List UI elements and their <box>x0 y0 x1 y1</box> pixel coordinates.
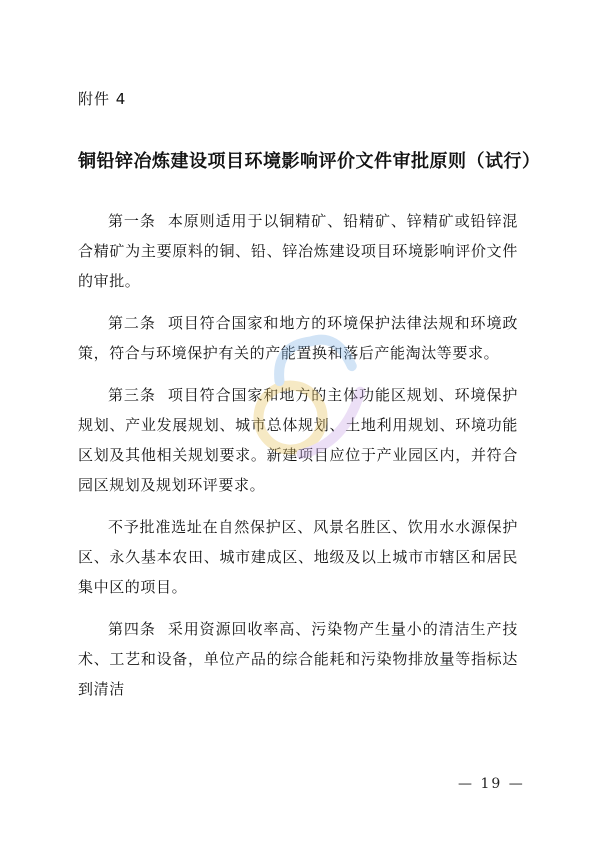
page-number: — 19 — <box>458 776 525 792</box>
article-number: 第四条 <box>108 620 156 638</box>
article-text: 项目符合国家和地方的主体功能区规划、环境保护规划、产业发展规划、城市总体规划、土地利用规划、环境功能区划及其他相关规划要求。新建项目应位于产业园区内，并符合园区规划及规划环评要求。 <box>78 386 519 494</box>
article-text: 项目符合国家和地方的环境保护法律法规和环境政策，符合与环境保护有关的产能置换和落后产能淘汰等要求。 <box>78 314 519 362</box>
article-number: 第二条 <box>108 314 156 332</box>
article-text: 不予批准选址在自然保护区、风景名胜区、饮用水水源保护区、永久基本农田、城市建成区、地级及以上城市市辖区和居民集中区的项目。 <box>78 518 518 596</box>
article-text: 采用资源回收率高、污染物产生量小的清洁生产技术、工艺和设备，单位产品的综合能耗和污染物排放量等指标达到清洁 <box>78 620 519 698</box>
paragraph-site-restriction <box>78 512 518 602</box>
attachment-label: 附件 4 <box>78 90 127 108</box>
article-number: 第一条 <box>108 212 156 230</box>
paragraph-article-1 <box>78 206 518 296</box>
article-number: 第三条 <box>108 386 156 404</box>
document-body <box>78 206 518 716</box>
paragraph-article-2 <box>78 308 518 368</box>
paragraph-article-3 <box>78 380 518 500</box>
document-title: 铜铅锌冶炼建设项目环境影响评价文件审批原则（试行） <box>78 151 541 172</box>
article-text: 本原则适用于以铜精矿、铅精矿、锌精矿或铅锌混合精矿为主要原料的铜、铅、锌冶炼建设项目环境影响评价文件的审批。 <box>78 212 519 290</box>
paragraph-article-4 <box>78 614 518 704</box>
